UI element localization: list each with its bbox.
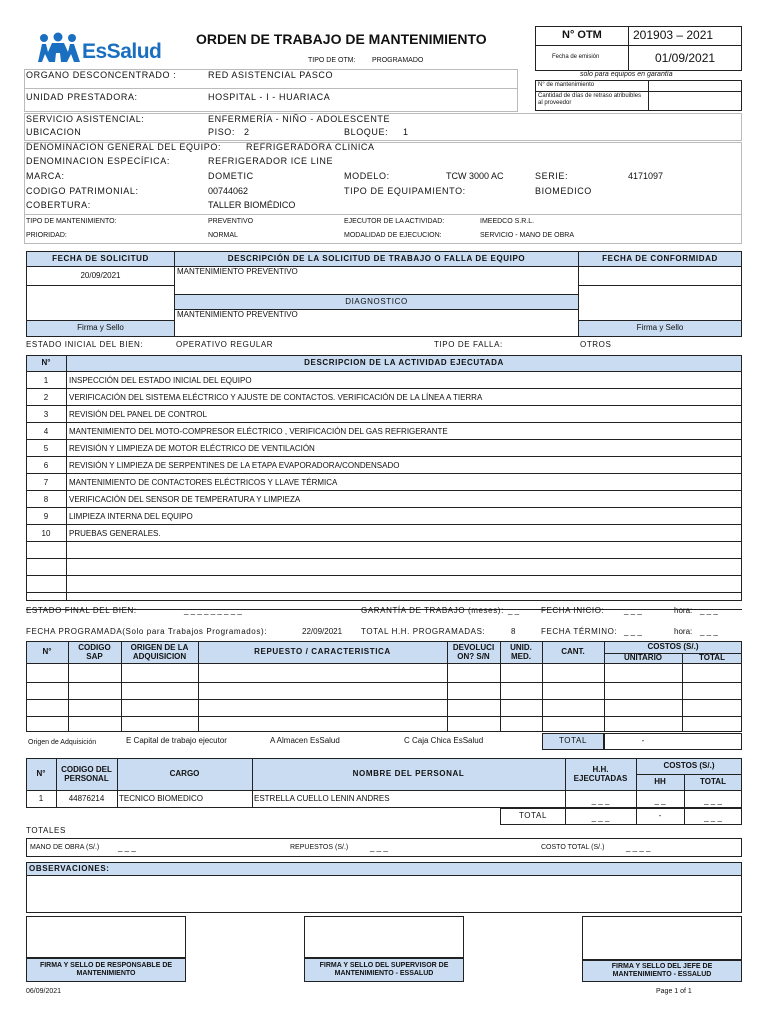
per-row-nombre: ESTRELLA CUELLO LENIN ANDRES [254, 794, 390, 803]
fecha-conformidad-header: FECHA DE CONFORMIDAD [602, 253, 718, 263]
actividad-row [26, 576, 742, 593]
ubicacion-label: UBICACION [26, 127, 82, 137]
firma-sello-conformidad: Firma y Sello [636, 323, 684, 333]
per-total-hh: _ _ _ [591, 813, 610, 823]
fecha-programada-label: FECHA PROGRAMADA(Solo para Trabajos Programados): [26, 627, 268, 636]
fecha-termino-value: _ _ _ [624, 627, 642, 636]
actividad-desc: PRUEBAS GENERALES. [69, 529, 161, 538]
actividad-desc: MANTENIMIENTO DEL MOTO-COMPRESOR ELÉCTRICO , VERIFICACIÓN DEL GAS REFRIGERANTE [69, 427, 448, 436]
per-row-hh: _ _ _ [591, 796, 610, 806]
rep-total-header: TOTAL [699, 653, 725, 663]
modalidad-value: SERVICIO - MANO DE OBRA [480, 232, 574, 239]
totales-label: TOTALES [26, 826, 66, 835]
actividad-desc: REVISIÓN Y LIMPIEZA DE MOTOR ELÉCTRICO DE VENTILACIÓN [69, 444, 315, 453]
actividad-num: 2 [43, 393, 49, 402]
personal-row [26, 791, 742, 808]
actividad-num: 8 [43, 495, 49, 504]
firma-jefe-box [582, 916, 742, 960]
firma-jefe-label: FIRMA Y SELLO DEL JEFE DE MANTENIMIENTO - ESSALUD [611, 963, 713, 978]
actividad-row [26, 457, 742, 474]
per-costos-header: COSTOS (S/.) [663, 760, 715, 770]
rep-num-header: N° [42, 647, 52, 657]
dias-retraso-label: Cantidad de días de retraso atribuibles al proveedor [538, 93, 642, 106]
actividad-row [26, 525, 742, 542]
actividad-row [26, 440, 742, 457]
modelo-label: MODELO: [344, 171, 390, 181]
rep-cant-header: CANT. [561, 647, 585, 657]
per-row-total: _ _ _ [704, 796, 722, 806]
origen-adquisicion-label: Origen de Adquisición [28, 739, 97, 746]
mano-obra-label: MANO DE OBRA (S/.) [30, 844, 100, 851]
fecha-solicitud-header: FECHA DE SOLICITUD [52, 253, 149, 263]
logo-text: EsSalud [82, 40, 162, 63]
fecha-solicitud-value: 20/09/2021 [80, 271, 121, 281]
tipo-falla-label: TIPO DE FALLA: [434, 340, 503, 349]
organo-value: RED ASISTENCIAL PASCO [208, 70, 334, 80]
estado-inicial-value: OPERATIVO REGULAR [176, 340, 274, 349]
den-especifica-value: REFRIGERADOR ICE LINE [208, 156, 334, 166]
actividad-num: 9 [43, 512, 49, 521]
hora-termino-value: _ _ _ [700, 627, 718, 636]
rep-total-value: - [641, 736, 645, 746]
actividad-num: 3 [43, 410, 49, 419]
actividad-row [26, 542, 742, 559]
family-logo-icon [36, 32, 82, 64]
per-row-codigo: 44876214 [68, 794, 105, 804]
page-title: ORDEN DE TRABAJO DE MANTENIMIENTO [196, 31, 487, 47]
rep-devolucion-header: DEVOLUCI ON? S/N [452, 642, 495, 661]
fecha-programada-value: 22/09/2021 [302, 627, 343, 636]
tipo-falla-value: OTROS [580, 340, 612, 349]
per-row-hhcost: _ _ [654, 796, 666, 806]
estado-final-value: _ _ _ _ _ _ _ _ _ [184, 606, 242, 615]
repuestos-total-label: REPUESTOS (S/.) [290, 844, 349, 851]
fecha-inicio-label: FECHA INICIO: [541, 606, 605, 615]
actividad-desc: VERIFICACIÓN DEL SENSOR DE TEMPERATURA Y LIMPIEZA [69, 495, 301, 504]
origen-a: A Almacen EsSalud [270, 736, 340, 745]
actividad-desc: INSPECCIÓN DEL ESTADO INICIAL DEL EQUIPO [69, 376, 252, 385]
actividad-row [26, 474, 742, 491]
diagnostico-value: MANTENIMIENTO PREVENTIVO [177, 310, 298, 319]
rep-unid-header: UNID. MED. [510, 642, 532, 661]
modalidad-label: MODALIDAD DE EJECUCION: [344, 232, 442, 239]
otm-value: 201903 – 2021 [633, 28, 714, 42]
actividad-desc: REVISIÓN DEL PANEL DE CONTROL [69, 410, 207, 419]
firma-responsable-label: FIRMA Y SELLO DE RESPONSABLE DE MANTENIMIENTO [39, 962, 173, 977]
actividad-num: 7 [43, 478, 49, 487]
den-general-label: DENOMINACION GENERAL DEL EQUIPO: [26, 142, 222, 152]
actividad-desc-header: DESCRIPCION DE LA ACTIVIDAD EJECUTADA [304, 358, 504, 368]
firma-responsable-box [26, 916, 186, 958]
actividad-row [26, 423, 742, 440]
actividad-row [26, 559, 742, 576]
estado-final-label: ESTADO FINAL DEL BIEN: [26, 606, 137, 615]
per-hh-header: H.H. EJECUTADAS [573, 764, 628, 783]
tipo-mant-value: PREVENTIVO [208, 218, 254, 225]
ejecutor-label: EJECUTOR DE LA ACTIVIDAD: [344, 218, 445, 225]
actividad-row [26, 491, 742, 508]
tipo-mant-label: TIPO DE MANTENIMIENTO: [26, 218, 117, 225]
actividad-num: 10 [41, 529, 51, 538]
total-hh-label: TOTAL H.H. PROGRAMADAS: [361, 627, 486, 636]
num-mantenimiento-label: N° de mantenimiento [538, 82, 595, 88]
marca-label: MARCA: [26, 171, 65, 181]
fecha-inicio-value: _ _ _ [624, 606, 642, 615]
ejecutor-value: IMEEDCO S.R.L. [480, 218, 535, 225]
diagnostico-header: DIAGNOSTICO [345, 296, 408, 306]
actividad-desc: LIMPIEZA INTERNA DEL EQUIPO [69, 512, 193, 521]
actividad-num: 6 [43, 461, 49, 470]
estado-inicial-label: ESTADO INICIAL DEL BIEN: [26, 340, 144, 349]
per-codigo-header: CODIGO DEL PERSONAL [61, 764, 112, 783]
costo-total-value: _ _ _ _ [626, 843, 651, 852]
fecha-emision-value: 01/09/2021 [655, 51, 716, 65]
repuestos-total-value: _ _ _ [370, 843, 388, 852]
fecha-emision-label: Fecha de emisión [552, 54, 600, 60]
den-especifica-label: DENOMINACION ESPECÍFICA: [26, 156, 170, 166]
organo-label: ORGANO DESCONCENTRADO : [26, 70, 177, 80]
bloque-label: BLOQUE: [344, 127, 389, 137]
actividad-desc: VERIFICACIÓN DEL SISTEMA ELÉCTRICO Y AJUSTE DE CONTACTOS. VERIFICACIÓN DE LA LÍNEA A TIERRA [69, 393, 483, 402]
footer-page: Page 1 of 1 [656, 988, 692, 995]
per-total-label: TOTAL [518, 811, 548, 821]
actividad-row [26, 372, 742, 389]
firma-supervisor-box [304, 916, 464, 958]
per-total-total: _ _ _ [704, 813, 722, 823]
per-row-num: 1 [38, 794, 44, 804]
hora-inicio-label: hora: [674, 606, 693, 615]
rep-repuesto-header: REPUESTO / CARACTERISTICA [254, 647, 391, 657]
footer-date: 06/09/2021 [26, 988, 62, 995]
per-row-cargo: TECNICO BIOMEDICO [119, 794, 204, 803]
actividad-desc: REVISIÓN Y LIMPIEZA DE SERPENTINES DE LA ETAPA EVAPORADORA/CONDENSADO [69, 461, 400, 470]
essalud-logo [36, 32, 176, 66]
piso-value: 2 [244, 127, 250, 137]
serie-value: 4171097 [628, 171, 664, 181]
rep-total-label: TOTAL [558, 736, 588, 746]
fecha-termino-label: FECHA TÉRMINO: [541, 627, 618, 636]
descripcion-value: MANTENIMIENTO PREVENTIVO [177, 267, 298, 276]
prioridad-label: PRIORIDAD: [26, 232, 67, 239]
hora-inicio-value: _ _ _ [700, 606, 718, 615]
costo-total-label: COSTO TOTAL (S/.) [541, 844, 605, 851]
tipo-otm-value: PROGRAMADO [372, 57, 424, 64]
unidad-value: HOSPITAL - I - HUARIACA [208, 92, 331, 102]
descripcion-header: DESCRIPCIÓN DE LA SOLICITUD DE TRABAJO O FALLA DE EQUIPO [227, 253, 526, 263]
servicio-value: ENFERMERÍA - NIÑO - ADOLESCENTE [208, 114, 391, 124]
per-total-header: TOTAL [700, 777, 726, 787]
hora-termino-label: hora: [674, 627, 693, 636]
actividad-row [26, 508, 742, 525]
modelo-value: TCW 3000 AC [446, 171, 504, 181]
actividad-num: 5 [43, 444, 49, 453]
den-general-value: REFRIGERADORA CLINICA [246, 142, 375, 152]
tipo-equipamiento-label: TIPO DE EQUIPAMIENTO: [344, 186, 466, 196]
origen-c: C Caja Chica EsSalud [404, 736, 484, 745]
unidad-label: UNIDAD PRESTADORA: [26, 92, 138, 102]
rep-unitario-header: UNITARIO [623, 653, 663, 663]
garantia-label: GARANTÍA DE TRABAJO (meses): [361, 606, 504, 615]
garantia-value: _ _ [508, 606, 520, 615]
garantia-note: solo para equipos en garantía [580, 71, 673, 78]
servicio-label: SERVICIO ASISTENCIAL: [26, 114, 145, 124]
actividad-num-header: N° [41, 358, 51, 368]
per-cargo-header: CARGO [169, 769, 200, 779]
mano-obra-value: _ _ _ [118, 843, 136, 852]
tipo-equipamiento-value: BIOMEDICO [535, 186, 592, 196]
bloque-value: 1 [403, 127, 409, 137]
per-num-header: N° [36, 769, 46, 779]
codigo-patrimonial-label: CODIGO PATRIMONIAL: [26, 186, 139, 196]
rep-origen-header: ORIGEN DE LA ADQUISICION [130, 642, 189, 661]
per-total-cost: - [658, 811, 662, 821]
firma-supervisor-label: FIRMA Y SELLO DEL SUPERVISOR DE MANTENIMIENTO - ESSALUD [319, 962, 449, 977]
rep-costos-header: COSTOS (S/.) [647, 641, 699, 651]
codigo-patrimonial-value: 00744062 [208, 186, 249, 196]
otm-label: N° OTM [562, 29, 602, 41]
actividad-num: 4 [43, 427, 49, 436]
per-hhcost-header: HH [654, 777, 666, 787]
tipo-otm-label: TIPO DE OTM: [308, 57, 356, 64]
origen-e: E Capital de trabajo ejecutor [126, 736, 227, 745]
piso-label: PISO: [208, 127, 236, 137]
rep-codigo-header: CODIGO SAP [78, 642, 111, 661]
serie-label: SERIE: [535, 171, 569, 181]
prioridad-value: NORMAL [208, 232, 238, 239]
cobertura-value: TALLER BIOMÉDICO [208, 200, 296, 210]
actividad-row [26, 406, 742, 423]
total-hh-value: 8 [511, 627, 516, 636]
actividad-desc: MANTENIMIENTO DE CONTACTORES ELÉCTRICOS Y LLAVE TÉRMICA [69, 478, 338, 487]
marca-value: DOMETIC [208, 171, 254, 181]
cobertura-label: COBERTURA: [26, 200, 91, 210]
actividad-row [26, 389, 742, 406]
observaciones-label: OBSERVACIONES: [29, 864, 110, 873]
firma-sello-solicitud: Firma y Sello [77, 323, 124, 333]
per-nombre-header: NOMBRE DEL PERSONAL [352, 769, 465, 779]
actividad-num: 1 [43, 376, 49, 385]
